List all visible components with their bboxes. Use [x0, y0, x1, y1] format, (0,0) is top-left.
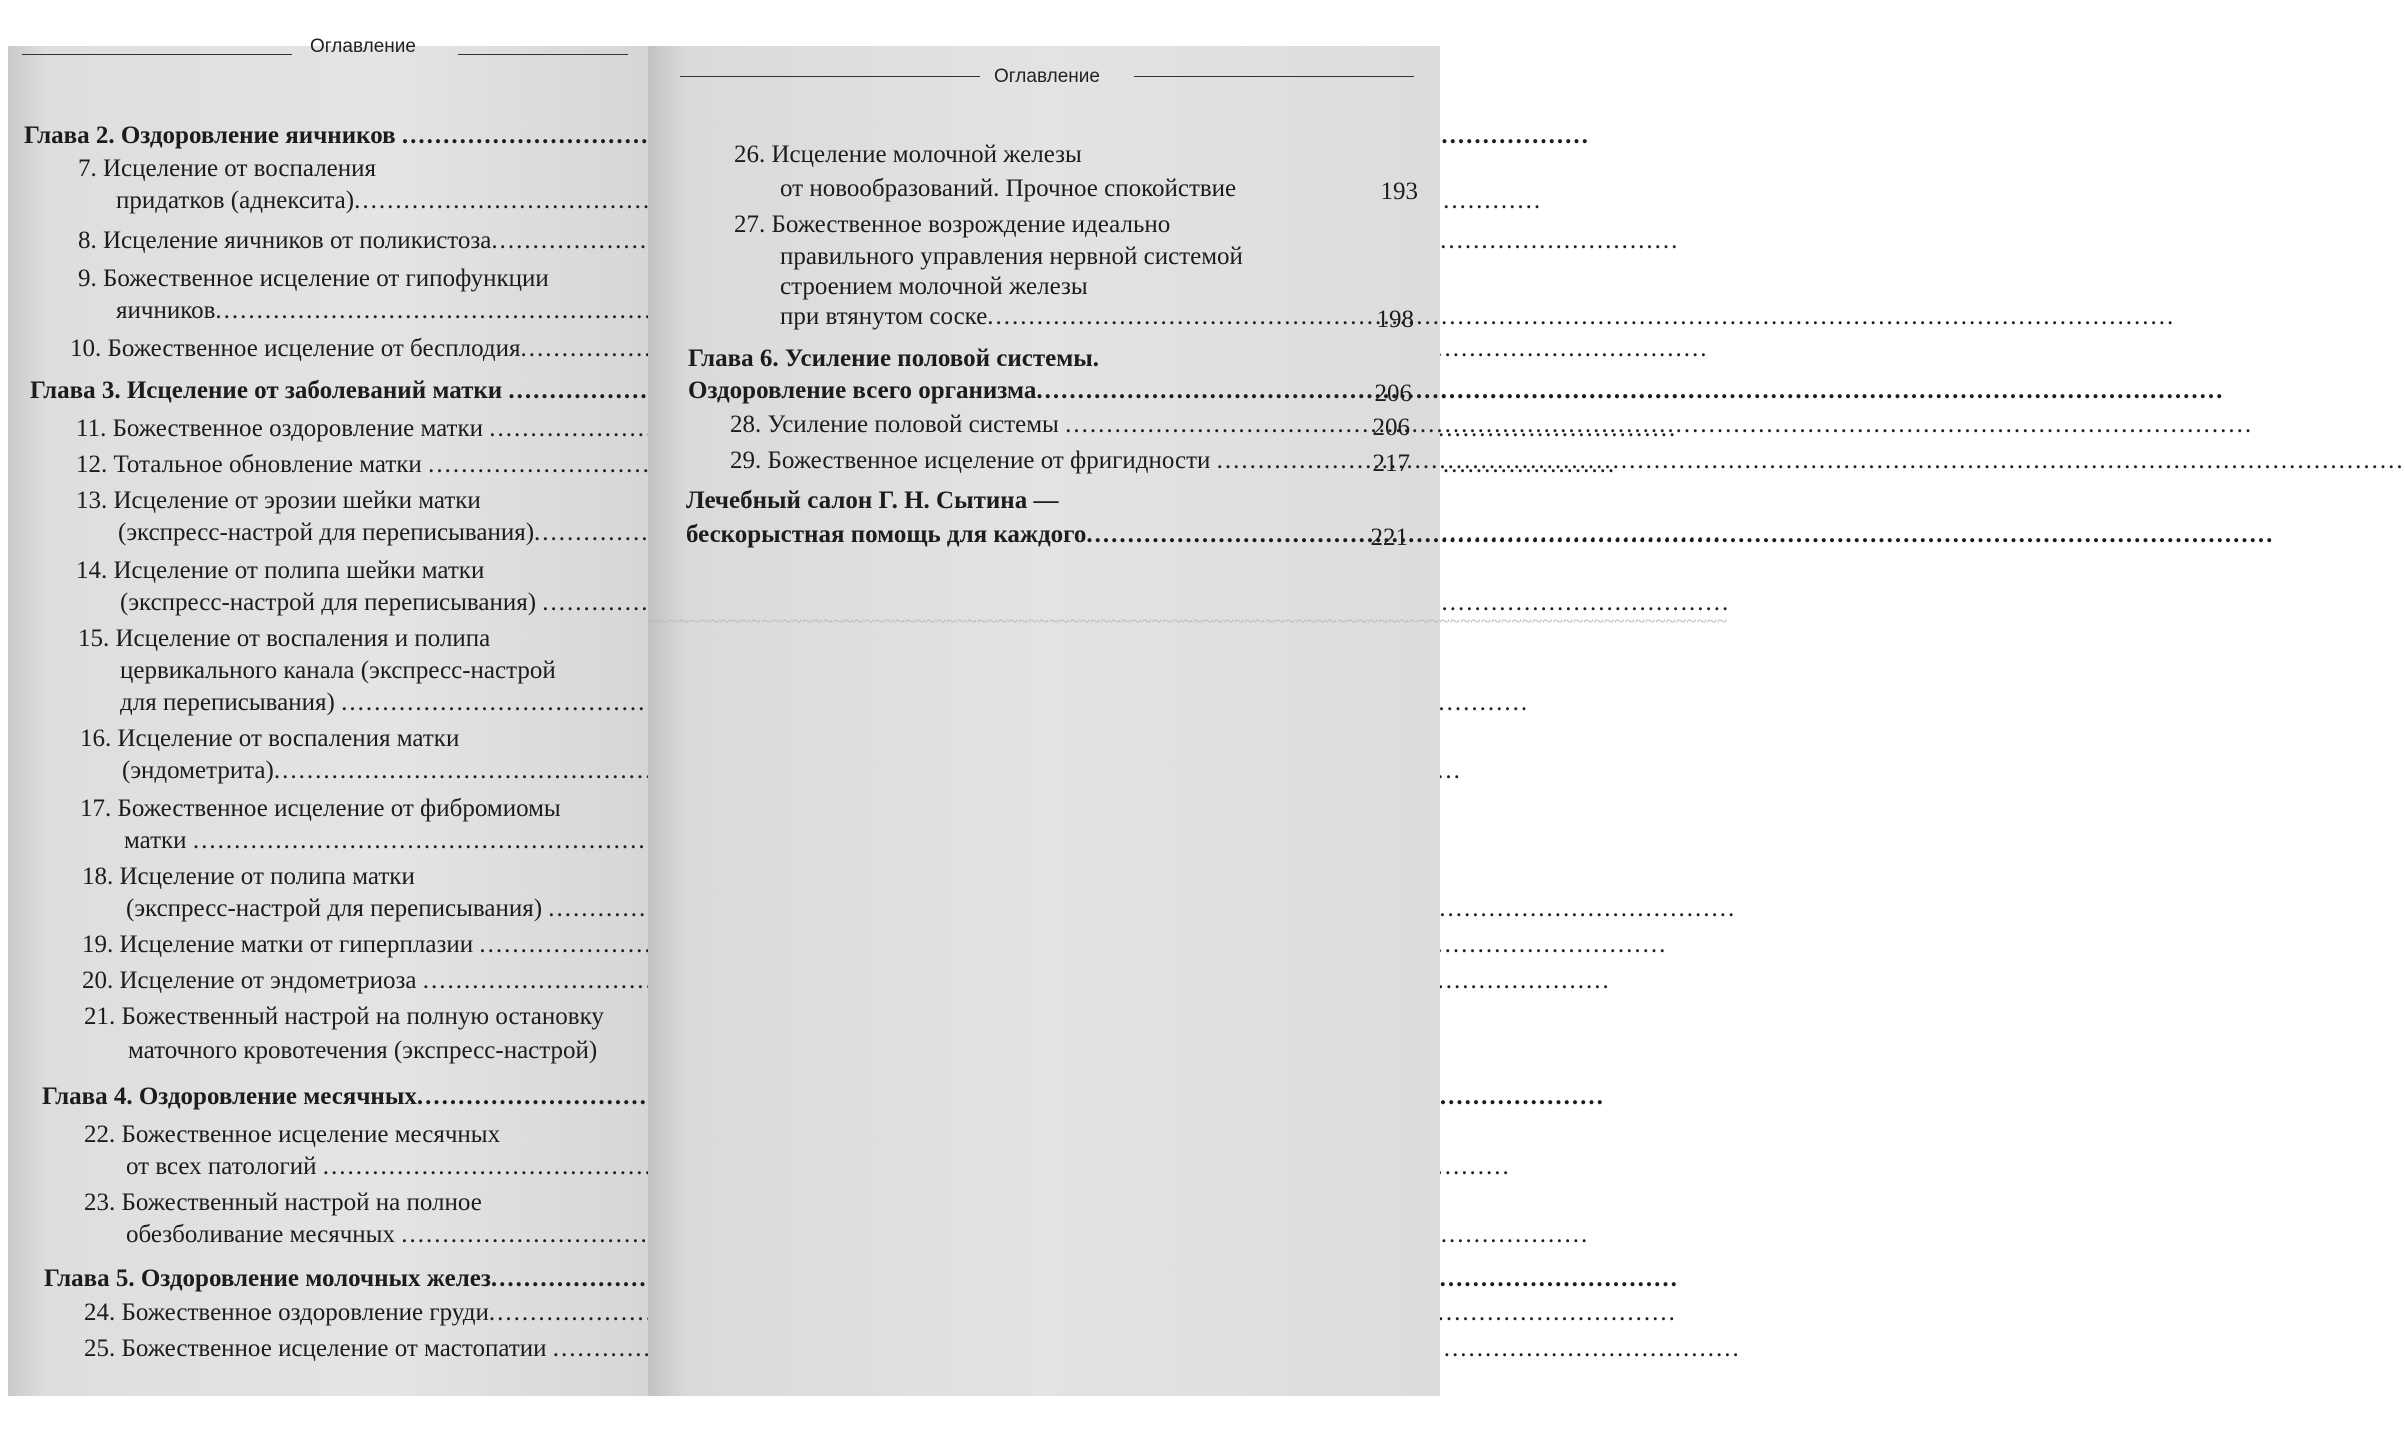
show-through-text: ~~~~~~~~~~~~~~~~~~~~~~~~~~~~~~~~~~~~~~~~~~~~~~~~~~~~~~~~~~~~~~~~~~~~~~~~~~~~~~~~~~~~~~~~~~~~~~~~~~~~~~~~~ — [648, 611, 1728, 632]
running-head-left: Оглавление — [310, 36, 416, 57]
toc-entry-cont: (эндометрита)..... — [122, 756, 614, 786]
toc-entry: 7. Исцеление от воспаления — [78, 155, 377, 182]
toc-entry: 26. Исцеление молочной железы — [734, 141, 1082, 168]
toc-entry: 8. Исцеление яичников от поликистоза..... — [78, 226, 541, 256]
header-rule-right-2 — [1134, 76, 1414, 77]
chapter-heading-cont: бескорыстная помощь для каждого..... — [686, 520, 1306, 550]
toc-entry: 15. Исцеление от воспаления и полипа — [78, 625, 491, 652]
toc-entry-cont: яичников..... — [116, 296, 605, 326]
toc-entry-cont: при втянутом соске..... — [780, 302, 1307, 332]
toc-entry: 29. Божественное исцеление от фригидности ..... — [730, 446, 1261, 476]
page-number: 193 — [1380, 178, 1418, 205]
toc-entry: 19. Исцеление матки от гиперплазии ..... — [82, 930, 559, 960]
toc-entry: 14. Исцеление от полипа шейки матки — [76, 557, 485, 584]
toc-entry: 9. Божественное исцеление от гипофункции — [78, 265, 549, 292]
chapter-heading: Глава 6. Усиление половой системы. — [688, 345, 1100, 372]
toc-entry-cont: (экспресс-настрой для переписывания)..... — [118, 518, 564, 548]
chapter-heading: Лечебный салон Г. Н. Сытина — — [686, 487, 1059, 514]
toc-entry: 20. Исцеление от эндометриоза ..... — [82, 966, 563, 996]
toc-entry-cont: строением молочной железы — [780, 273, 1088, 300]
toc-entry: 18. Исцеление от полипа матки — [82, 863, 415, 890]
toc-entry-cont: придатков (аднексита)..... — [116, 186, 594, 216]
running-head-right: Оглавление — [994, 66, 1100, 87]
toc-entry: 21. Божественный настрой на полную остановку — [84, 1003, 604, 1030]
toc-entry-cont: правильного управления нервной системой — [780, 243, 1243, 270]
chapter-heading: Глава 2. Оздоровление яичников ..... — [24, 121, 592, 151]
page-number: 206 — [1372, 414, 1410, 441]
toc-entry: 24. Божественное оздоровление груди..... — [84, 1298, 559, 1328]
toc-entry: 10. Божественное исцеление от бесплодия..... — [70, 334, 561, 364]
toc-entry-cont: (экспресс-настрой для переписывания) ..... — [126, 894, 570, 924]
header-rule-left-2 — [458, 54, 628, 55]
page-number: 206 — [1374, 380, 1412, 407]
toc-entry: 25. Божественное исцеление от мастопатии ..... — [84, 1334, 573, 1364]
toc-entry: 17. Божественное исцеление от фибромиомы — [80, 795, 561, 822]
header-rule-right-1 — [680, 76, 980, 77]
toc-entry: 11. Божественное оздоровление матки ..... — [76, 414, 529, 444]
toc-entry-cont: обезболивание месячных ..... — [126, 1220, 581, 1250]
toc-entry-cont: от всех патологий ..... — [126, 1152, 553, 1182]
toc-entry-cont: маточного кровотечения (экспресс-настрой) — [128, 1037, 598, 1064]
toc-entry: 27. Божественное возрождение идеально — [734, 211, 1171, 238]
page-number: 198 — [1376, 306, 1414, 333]
chapter-heading-cont: Оздоровление всего организма..... — [688, 376, 1316, 406]
toc-entry: 22. Божественное исцеление месячных — [84, 1121, 501, 1148]
chapter-heading: Глава 4. Оздоровление месячных..... — [42, 1082, 617, 1112]
toc-entry-cont: (экспресс-настрой для переписывания) ..... — [120, 588, 566, 618]
toc-entry: 23. Божественный настрой на полное — [84, 1189, 482, 1216]
right-page — [648, 46, 1728, 1396]
toc-entry: 13. Исцеление от эрозии шейки матки — [76, 487, 481, 514]
chapter-heading: Глава 5. Оздоровление молочных желез..... — [44, 1264, 531, 1294]
page-number: 221 — [1370, 524, 1408, 551]
toc-entry-cont: цервикального канала (экспресс-настрой — [120, 657, 556, 684]
toc-entry-cont: от новообразований. Прочное спокойствие — [780, 175, 1237, 202]
toc-entry-cont: для переписывания) ..... — [120, 688, 591, 718]
chapter-heading: Глава 3. Исцеление от заболеваний матки ..... — [30, 376, 588, 406]
left-page — [8, 36, 648, 1396]
header-rule-left — [22, 54, 292, 55]
page-number: 217 — [1372, 450, 1410, 477]
toc-entry-cont: матки ..... — [124, 826, 623, 856]
toc-entry: 16. Исцеление от воспаления матки — [80, 725, 460, 752]
toc-entry: 28. Усиление половой системы ..... — [730, 410, 1285, 440]
book-spread — [8, 36, 1728, 1396]
toc-entry: 12. Тотальное обновление матки ..... — [76, 450, 548, 480]
